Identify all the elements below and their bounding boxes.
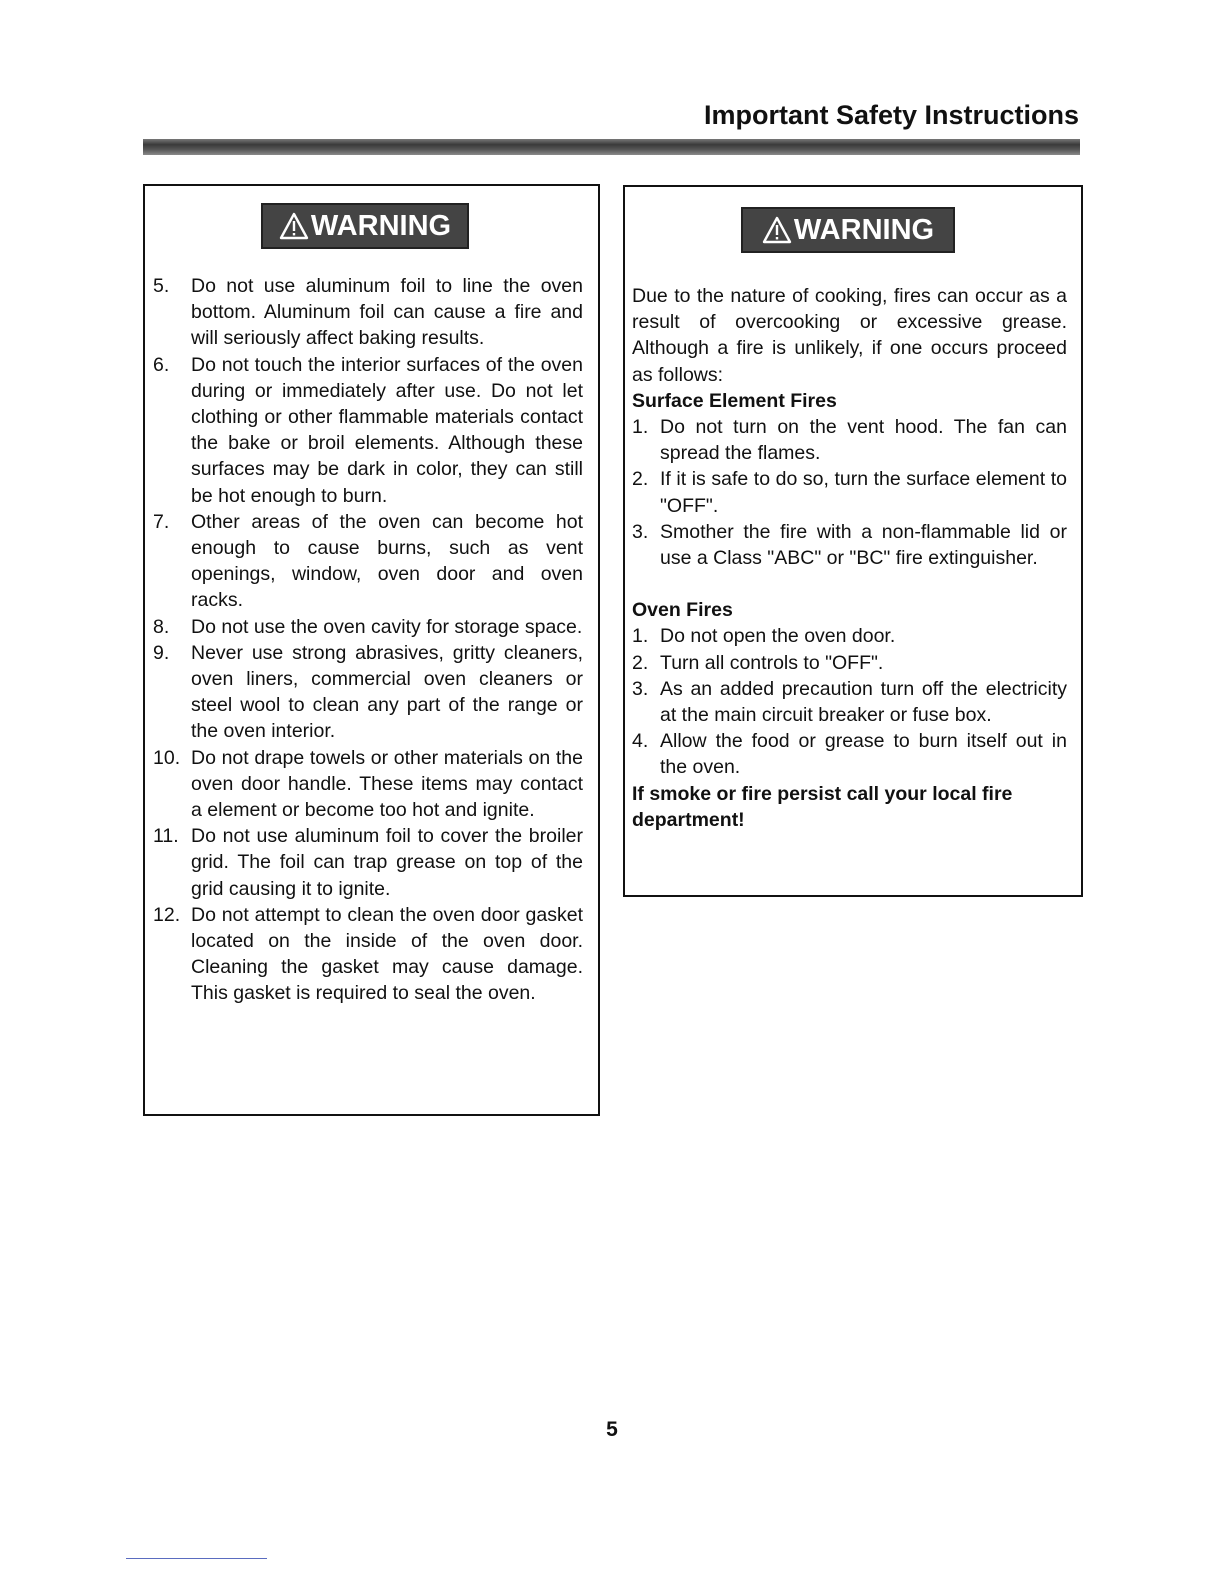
item-text: Do not turn on the vent hood. The fan can spread the flames. [660, 416, 1067, 465]
list-item [632, 728, 1067, 780]
list-item [153, 640, 583, 745]
item-text: Other areas of the oven can become hot enough to cause burns, such as vent openings, window, oven door and oven racks. [191, 510, 583, 612]
warning-triangle-icon [279, 212, 309, 240]
item-text: Do not open the oven door. [660, 625, 896, 648]
list-item [153, 614, 583, 640]
warning-badge-label: WARNING [310, 209, 452, 242]
item-number: 10. [153, 746, 181, 769]
item-number: 12. [153, 903, 181, 926]
item-text: Never use strong abrasives, gritty cleaners, oven liners, commercial oven cleaners or steel wool to clean any part of the range or the oven interior. [191, 641, 583, 743]
item-text: Do not use aluminum foil to line the oven bottom. Aluminum foil can cause a fire and will seriously affect baking results. [191, 275, 583, 350]
item-number: 3. [632, 520, 649, 543]
item-number: 4. [632, 730, 649, 753]
header-rule [143, 139, 1080, 155]
intro-paragraph: Due to the nature of cooking, fires can occur as a result of overcooking or excessive grease. Although a fire is unlikely, if one occurs proceed as follows: [632, 285, 1067, 386]
item-number: 8. [153, 615, 170, 638]
list-item [632, 466, 1067, 518]
list-item [153, 823, 583, 902]
list-item [153, 352, 583, 509]
item-number: 5. [153, 275, 170, 297]
item-text: Allow the food or grease to burn itself out in the oven. [660, 730, 1067, 779]
page-title: Important Safety Instructions [703, 100, 1079, 130]
item-number: 1. [632, 625, 649, 648]
warning-badge [261, 203, 469, 249]
item-text: Do not drape towels or other materials on the oven door handle. These items may contact a element or become too hot and ignite. [191, 746, 583, 822]
item-text: Turn all controls to "OFF". [660, 651, 884, 674]
item-number: 2. [632, 468, 649, 491]
list-item [153, 509, 583, 614]
item-number: 9. [153, 641, 170, 664]
item-text: If it is safe to do so, turn the surface element to "OFF". [660, 468, 1067, 517]
warning-badge-label: WARNING [793, 213, 935, 246]
item-number: 6. [153, 353, 170, 376]
surface-fires-heading: Surface Element Fires [632, 389, 837, 412]
item-number: 1. [632, 416, 649, 439]
warning-badge [741, 207, 955, 253]
list-item [153, 273, 583, 352]
item-text: As an added precaution turn off the electricity at the main circuit breaker or fuse box. [660, 677, 1067, 727]
list-item [153, 902, 583, 1007]
safety-list [153, 273, 583, 1007]
item-number: 2. [632, 651, 649, 674]
list-item [632, 414, 1067, 466]
warning-box-left [143, 184, 600, 1116]
item-text: Do not touch the interior surfaces of the oven during or immediately after use. Do not let clothing or other flammable materials contact the bake or broil elements. Although these surfaces may be dark in color, they can still be hot enough to burn. [191, 353, 583, 507]
list-item [153, 745, 583, 824]
list-item [632, 519, 1067, 571]
item-number: 3. [632, 677, 649, 700]
oven-fires-heading: Oven Fires [632, 599, 733, 622]
fire-instructions [632, 283, 1067, 833]
final-note: If smoke or fire persist call your local fire department! [632, 782, 1013, 831]
item-text: Smother the fire with a non-flammable lid or use a Class "ABC" or "BC" fire extinguisher. [660, 520, 1067, 570]
item-text: Do not use the oven cavity for storage space. [191, 615, 583, 638]
list-item [632, 676, 1067, 728]
item-number: 7. [153, 510, 170, 533]
list-item [632, 623, 1067, 649]
bottom-rule [126, 1558, 267, 1559]
section-spacer [632, 571, 1067, 597]
warning-box-right [623, 185, 1083, 897]
item-number: 11. [153, 825, 179, 848]
item-text: Do not use aluminum foil to cover the broiler grid. The foil can trap grease on top of the grid causing it to ignite. [191, 825, 583, 900]
page-number: 5 [606, 1418, 618, 1441]
item-text: Do not attempt to clean the oven door gasket located on the inside of the oven door. Cleaning the gasket may cause damage. This gasket is required to seal the oven. [191, 903, 583, 1005]
list-item [632, 650, 1067, 676]
warning-triangle-icon [762, 216, 792, 244]
